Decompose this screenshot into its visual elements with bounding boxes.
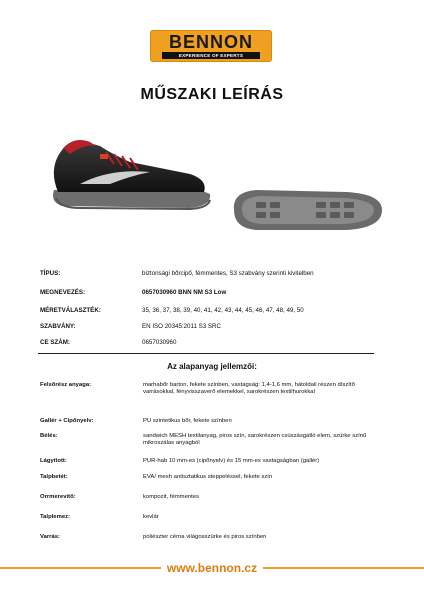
shoe-sole-image (226, 184, 388, 236)
divider (38, 353, 374, 354)
materials-title: Az alapanyag jellemzői: (167, 362, 257, 371)
spec-value: biztonsági bőrcipő, fémmentes, S3 szabvány szerinti kivitelben (142, 270, 314, 277)
material-value: kompozit, fémmentes (143, 494, 199, 500)
spec-row-standard (40, 323, 400, 333)
page-title: MŰSZAKI LEÍRÁS (140, 86, 284, 103)
spec-label: TÍPUS: (40, 270, 61, 277)
material-value: sandwich MESH textilanyag, piros szín, sarokrészen csúszásgátló elem, szürke színű mikroszálas anyagból (143, 433, 367, 446)
spec-label: MÉRETVÁLASZTÉK: (40, 307, 101, 314)
spec-label: CE SZÁM: (40, 339, 70, 346)
material-label: Talpbetét: (40, 474, 68, 480)
material-label: Talplemez: (40, 514, 71, 520)
material-value: EVA/ mesh antisztatikus steppeléssel, fekete szín (143, 474, 273, 480)
spec-row-name (40, 289, 400, 299)
website-link[interactable]: www.bennon.cz (161, 561, 263, 575)
logo-badge (150, 30, 272, 62)
material-label: Felsőrész anyaga: (40, 382, 92, 388)
material-label: Varrás: (40, 534, 60, 540)
spec-value: 0657030960 BNN NM S3 Low (142, 289, 227, 296)
material-value: PU szintetikus bőr, fekete színben (143, 418, 232, 424)
spec-row-ce (40, 339, 400, 349)
material-value: kevlár (143, 514, 159, 520)
logo-tagline: EXPERIENCE OF EXPERTS (162, 52, 260, 59)
shoe-side-image (40, 128, 216, 216)
spec-row-sizes (40, 307, 400, 317)
material-value: marhabőr barton, fekete színben, vastagság: 1,4-1,6 mm, hátoldali részen díszítő varrásokkal, fényvisszaverő elemekkel, sarokrészen textilhurokkal (143, 382, 355, 395)
logo-brand-text: BENNON (168, 32, 253, 52)
spec-value: EN ISO 20345:2011 S3 SRC (142, 323, 221, 330)
footer (0, 559, 424, 577)
material-value: PUR-hab 10 mm-es (cipőnyelv) és 15 mm-es vastagságban (gallér) (143, 458, 320, 464)
material-label: Bélés: (40, 433, 58, 439)
brand-logo (150, 30, 272, 70)
material-label: Gallér + Cipőnyelv: (40, 418, 94, 424)
material-label: Orrmerevítő: (40, 494, 76, 500)
material-value: poliészter cérna világosszürke és piros színben (143, 534, 267, 540)
spec-value: 35, 36, 37, 38, 39, 40, 41, 42, 43, 44, 45, 46, 47, 48, 49, 50 (142, 307, 304, 314)
spec-label: MEGNEVEZÉS: (40, 289, 86, 296)
spec-value: 0657030960 (142, 339, 177, 346)
spec-row-type (40, 270, 400, 280)
spec-label: SZABVÁNY: (40, 323, 76, 330)
material-label: Lágyított: (40, 458, 67, 464)
